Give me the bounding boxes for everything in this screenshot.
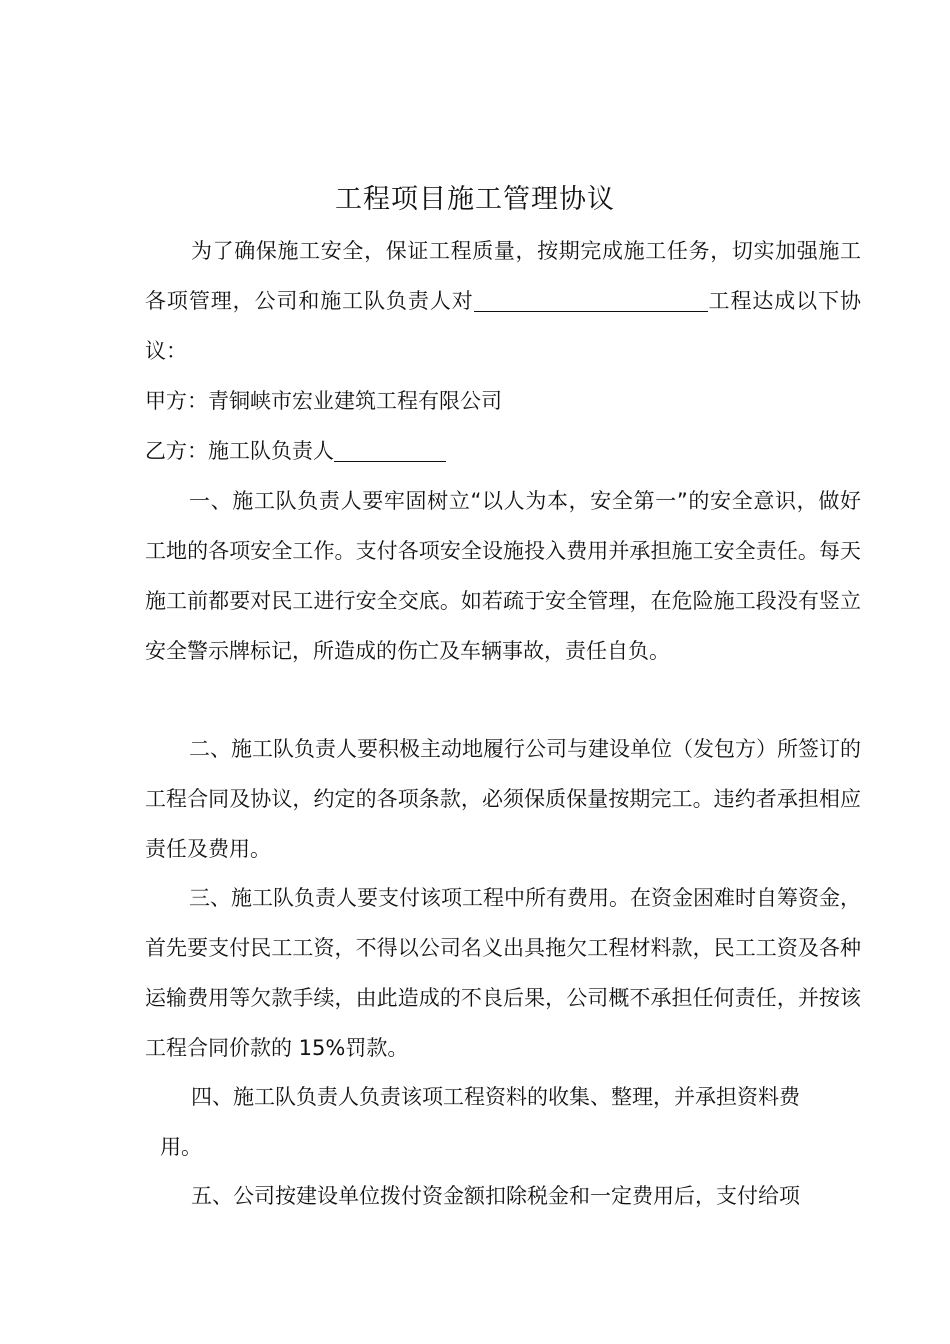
party-a-line: 甲方：青铜峡市宏业建筑工程有限公司 (145, 389, 502, 413)
clause-1: 一、施工队负责人要牢固树立“以人为本，安全第一”的安全意识，做好工地的各项安全工作。支付各项安全设施投入费用并承担施工安全责任。每天施工前都要对民工进行安全交底。如若疏于安全管理，在危险施工段没有竖立安全警示牌标记，所造成的伤亡及车辆事故，责任自负。 (145, 489, 861, 663)
clause-2: 二、施工队负责人要积极主动地履行公司与建设单位（发包方）所签订的工程合同及协议，约定的各项条款，必须保质保量按期完工。违约者承担相应责任及费用。 (145, 737, 861, 861)
project-name-blank (474, 285, 708, 312)
intro-paragraph (145, 226, 861, 376)
team-leader-blank (334, 435, 446, 462)
document-title: 工程项目施工管理协议 (335, 184, 615, 215)
party-b-label: 乙方：施工队负责人 (145, 439, 334, 463)
intro-text-end: 工程达成以下协议： (145, 289, 862, 363)
clause-3: 三、施工队负责人要支付该项工程中所有费用。在资金困难时自筹资金，首先要支付民工工资，不得以公司名义出具拖欠工程材料款，民工工资及各种运输费用等欠款手续，由此造成的不良后果，公司概不承担任何责任，并按该工程合同价款的 15%罚款。 (145, 886, 861, 1060)
party-b-line (145, 426, 861, 476)
clause-5: 五、公司按建设单位拨付资金额扣除税金和一定费用后，支付给项 (191, 1184, 800, 1208)
clause-4 (160, 1072, 860, 1172)
intro-text-start: 为了确保施工安全，保证工程质量，按期完成施工任务，切实加强施工各项管理，公司和施工队负责人对 (145, 239, 861, 313)
clause-4-line-2: 用。 (160, 1135, 202, 1159)
clause-4-line-1: 四、施工队负责人负责该项工程资料的收集、整理，并承担资料费 (191, 1085, 800, 1109)
